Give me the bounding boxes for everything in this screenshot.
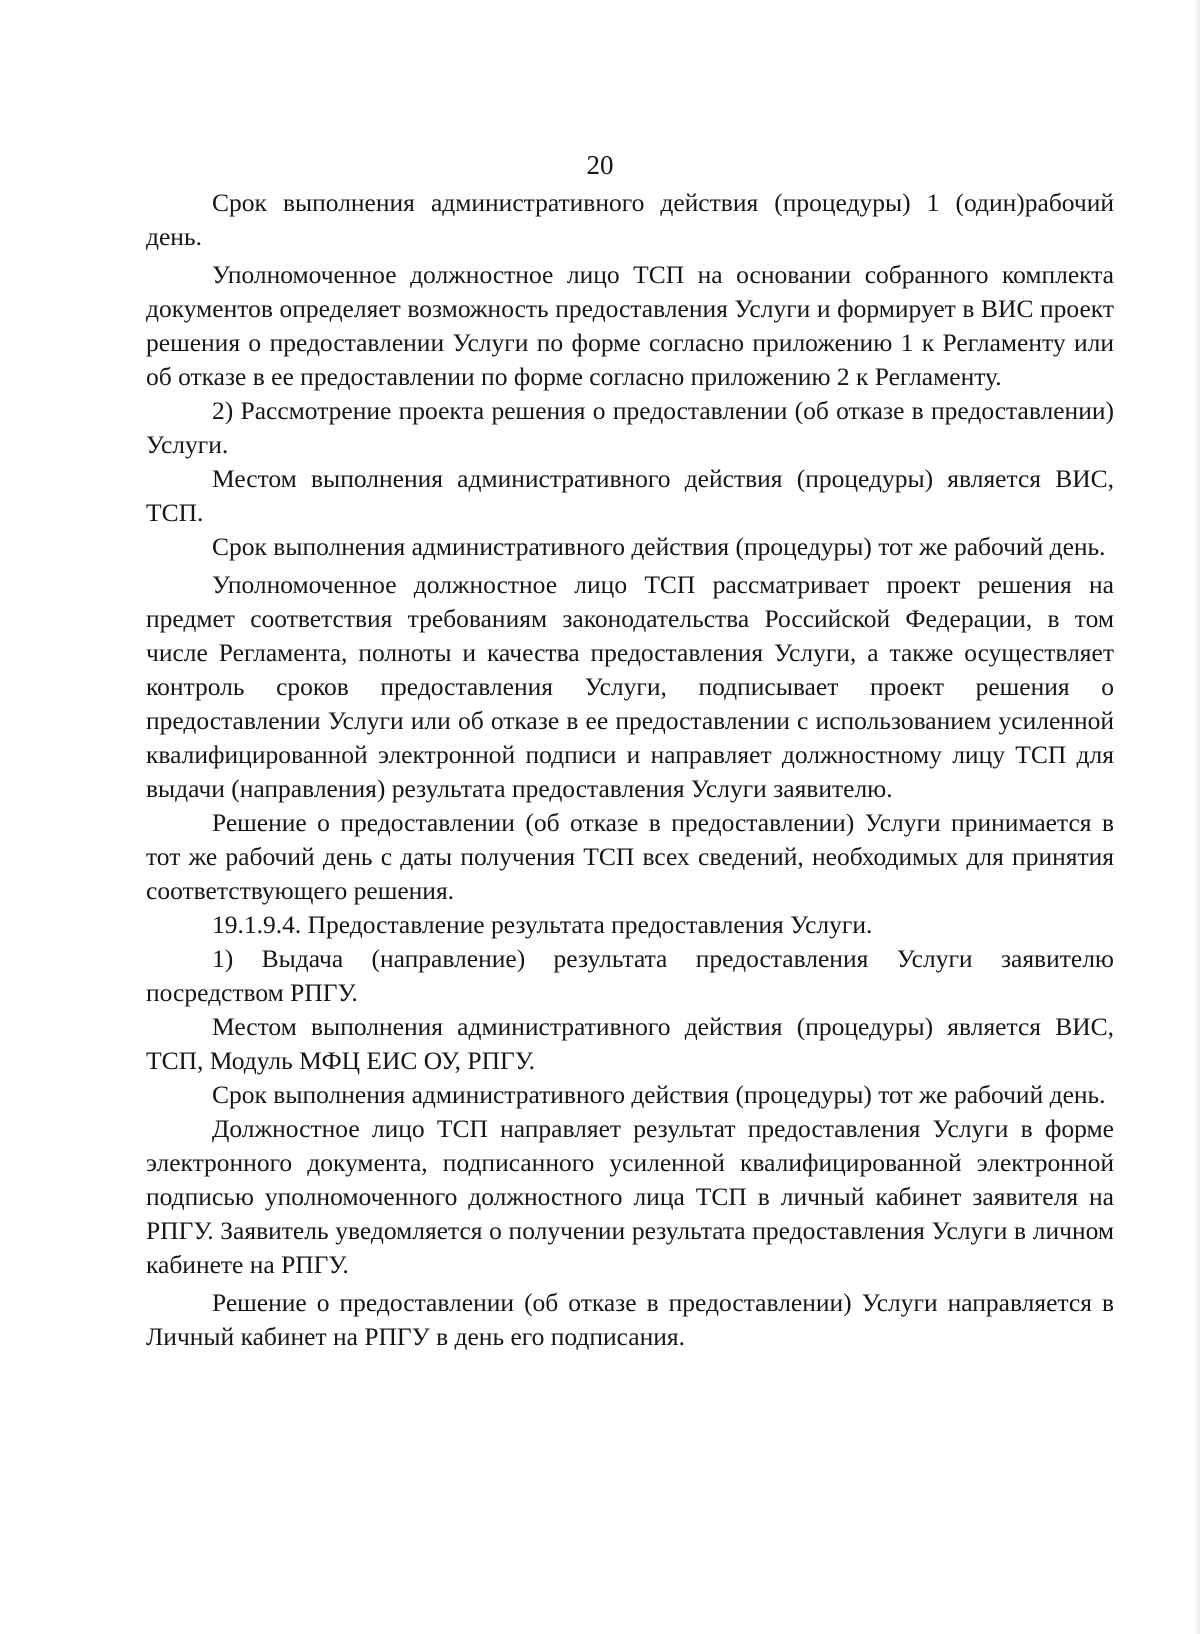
paragraph-deadline-2: Срок выполнения административного действия (процедуры) тот же рабочий день. xyxy=(212,532,1106,561)
paragraph-deadline-1: Срок выполнения административного действия (процедуры) 1 (один)рабочий день. xyxy=(146,188,1114,251)
paragraph-place-2: Местом выполнения административного действия (процедуры) является ВИС, ТСП, Модуль МФЦ ЕИС ОУ, РПГУ. xyxy=(146,1012,1114,1075)
paragraph-deadline-3: Срок выполнения административного действия (процедуры) тот же рабочий день. xyxy=(212,1080,1106,1109)
paragraph-official-reviews-project: Уполномоченное должностное лицо ТСП рассматривает проект решения на предмет соответствия требованиям законодательства Российской Федерации, в том числе Регламента, полноты и качества предоставления Услуги, а также осуществляет контроль сроков предоставления Услуги, подписывает проект решения о предоставлении Услуги или об отказе в ее предоставлении с использованием усиленной квалифицированной электронной подписи и направляет должностному лицу ТСП для выдачи (направления) результата предоставления Услуги заявителю. xyxy=(146,570,1114,803)
scan-edge-shadow xyxy=(1194,0,1200,1634)
paragraph-step-1-issue: 1) Выдача (направление) результата предоставления Услуги заявителю посредством РПГУ. xyxy=(146,944,1114,1007)
paragraph-step-2-heading: 2) Рассмотрение проекта решения о предоставлении (об отказе в предоставлении) Услуги. xyxy=(146,396,1114,459)
paragraph-section-19-1-9-4: 19.1.9.4. Предоставление результата предоставления Услуги. xyxy=(212,910,873,939)
page-number: 20 xyxy=(586,150,614,180)
paragraph-place-1: Местом выполнения административного действия (процедуры) является ВИС, ТСП. xyxy=(146,464,1114,527)
document-body xyxy=(146,186,1114,1354)
paragraph-decision-made: Решение о предоставлении (об отказе в предоставлении) Услуги принимается в тот же рабочий день с даты получения ТСП всех сведений, необходимых для принятия соответствующего решения. xyxy=(146,808,1114,905)
paragraph-official-forms-project: Уполномоченное должностное лицо ТСП на основании собранного комплекта документов определяет возможность предоставления Услуги и формирует в ВИС проект решения о предоставлении Услуги по форме согласно приложению 1 к Регламенту или об отказе в ее предоставлении по форме согласно приложению 2 к Регламенту. xyxy=(146,260,1114,391)
paragraph-official-sends-result: Должностное лицо ТСП направляет результат предоставления Услуги в форме электронного документа, подписанного усиленной квалифицированной электронной подписью уполномоченного должностного лица ТСП в личный кабинет заявителя на РПГУ. Заявитель уведомляется о получении результата предоставления Услуги в личном кабинете на РПГУ. xyxy=(146,1114,1114,1279)
paragraph-decision-sent: Решение о предоставлении (об отказе в предоставлении) Услуги направляется в Личный кабинет на РПГУ в день его подписания. xyxy=(146,1288,1114,1351)
